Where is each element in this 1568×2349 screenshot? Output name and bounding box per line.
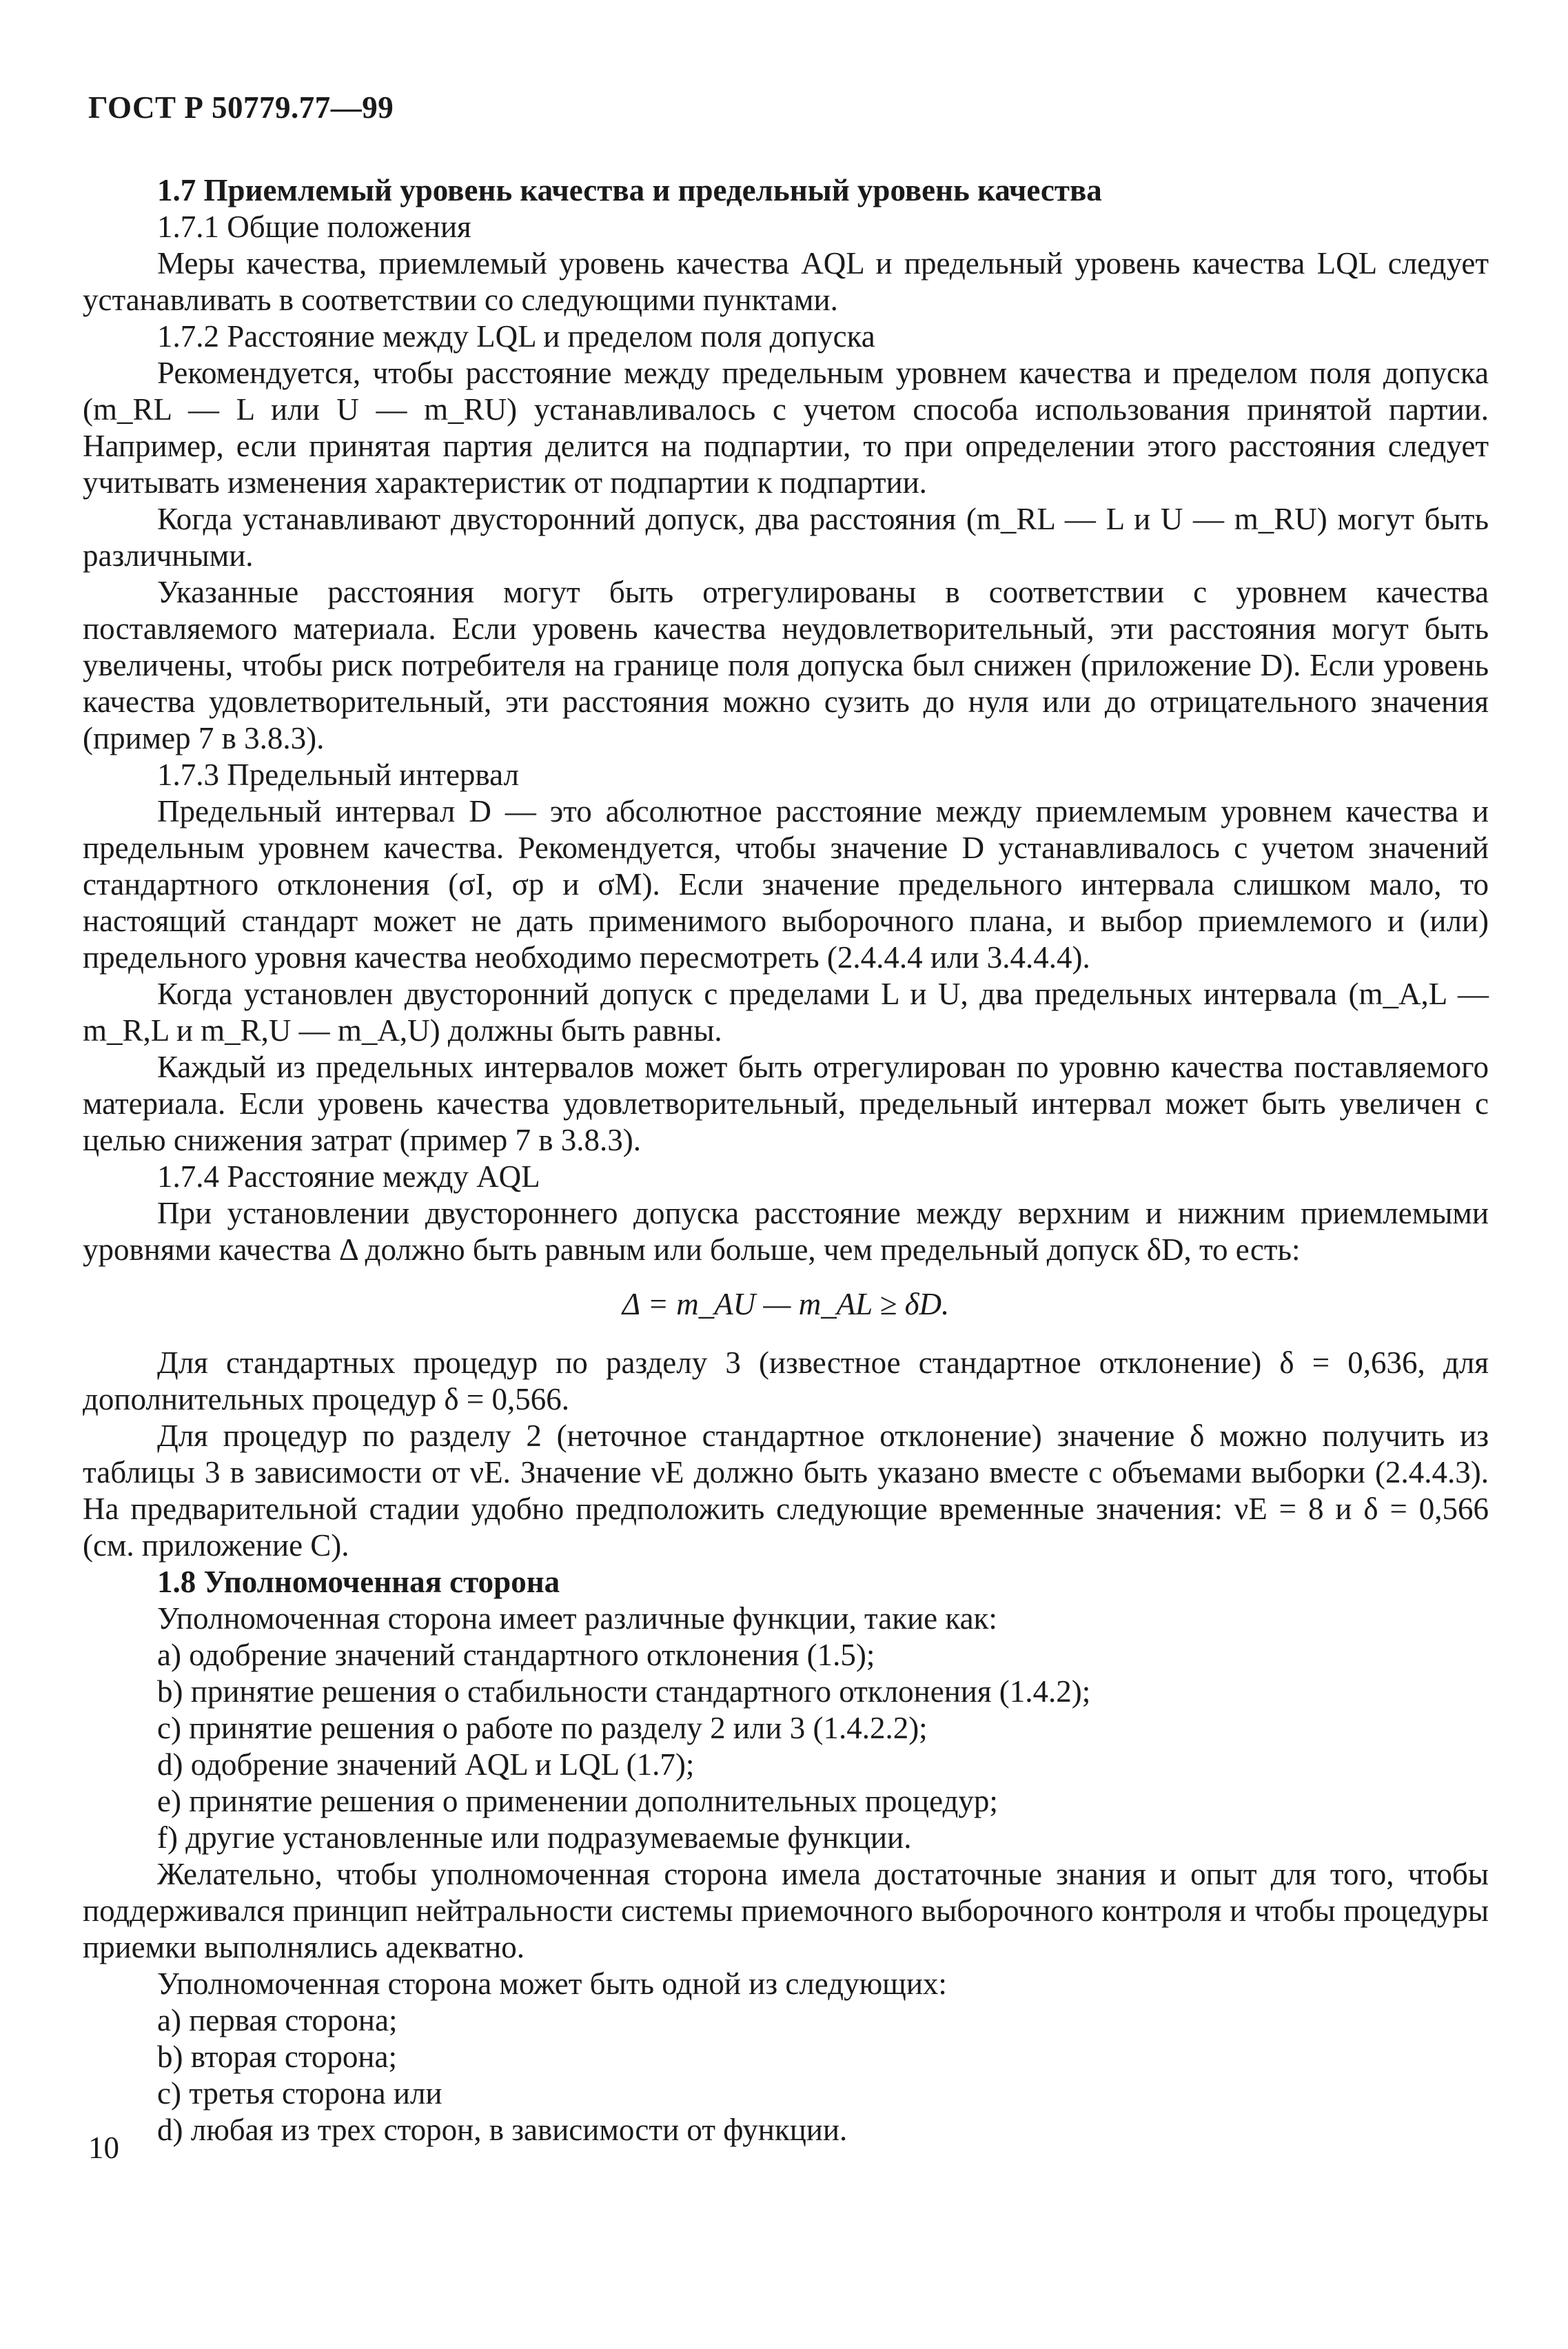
formula: Δ = m_AU — m_AL ≥ δD. <box>622 1287 950 1321</box>
paragraph: Меры качества, приемлемый уровень качества AQL и предельный уровень качества LQL следует устанавливать в соответствии со следующими пунктами. <box>83 246 1489 317</box>
paragraph: Для процедур по разделу 2 (неточное стандартное отклонение) значение δ можно получить из таблицы 3 в зависимости от νE. Значение νE должно быть указано вместе с объемами выборки (2.4.4.3). На предварительной стадии удобно предположить следующие временные значения: νE = 8 и δ = 0,566 (см. приложение C). <box>83 1418 1489 1563</box>
list-item: a) первая сторона; <box>157 2003 398 2037</box>
list-item: c) третья сторона или <box>157 2076 442 2111</box>
paragraph: Для стандартных процедур по разделу 3 (известное стандартное отклонение) δ = 0,636, для дополнительных процедур δ = 0,566. <box>83 1345 1489 1416</box>
section-heading: 1.8 Уполномоченная сторона <box>157 1565 560 1599</box>
paragraph: Уполномоченная сторона может быть одной из следующих: <box>157 1966 947 2001</box>
subsection-heading: 1.7.3 Предельный интервал <box>157 757 519 792</box>
paragraph: Уполномоченная сторона имеет различные функции, такие как: <box>157 1601 997 1636</box>
paragraph: Рекомендуется, чтобы расстояние между предельным уровнем качества и пределом поля допуска (m_RL — L или U — m_RU) устанавливалось с учетом способа использования принятой партии. Например, если принятая партия делится на подпартии, то при определении этого расстояния следует учитывать изменения характеристик от подпартии к подпартии. <box>83 356 1489 500</box>
list-item: f) другие установленные или подразумеваемые функции. <box>157 1820 912 1855</box>
list-item: c) принятие решения о работе по разделу 2 или 3 (1.4.2.2); <box>157 1711 928 1745</box>
list-item: b) вторая сторона; <box>157 2040 397 2074</box>
paragraph: Предельный интервал D — это абсолютное расстояние между приемлемым уровнем качества и предельным уровнем качества. Рекомендуется, чтобы значение D устанавливалось с учетом значений стандартного отклонения (σI, σp и σM). Если значение предельного интервала слишком мало, то настоящий стандарт может не дать применимого выборочного плана, и выбор приемлемого и (или) предельного уровня качества необходимо пересмотреть (2.4.4.4 или 3.4.4.4). <box>83 794 1489 975</box>
subsection-heading: 1.7.1 Общие положения <box>157 210 471 244</box>
list-item: d) любая из трех сторон, в зависимости от функции. <box>157 2113 848 2147</box>
document-code: ГОСТ Р 50779.77—99 <box>88 90 394 125</box>
paragraph: Каждый из предельных интервалов может быть отрегулирован по уровню качества поставляемого материала. Если уровень качества удовлетворительный, предельный интервал может быть увеличен с целью снижения затрат (пример 7 в 3.8.3). <box>83 1050 1489 1157</box>
page-number: 10 <box>88 2131 119 2165</box>
paragraph: Указанные расстояния могут быть отрегулированы в соответствии с уровнем качества поставляемого материала. Если уровень качества неудовлетворительный, эти расстояния могут быть увеличены, чтобы риск потребителя на границе поля допуска был снижен (приложение D). Если уровень качества удовлетворительный, эти расстояния можно сузить до нуля или до отрицательного значения (пример 7 в 3.8.3). <box>83 575 1489 755</box>
section-heading: 1.7 Приемлемый уровень качества и предельный уровень качества <box>157 173 1102 207</box>
list-item: e) принятие решения о применении дополнительных процедур; <box>157 1784 998 1818</box>
list-item: b) принятие решения о стабильности стандартного отклонения (1.4.2); <box>157 1674 1091 1709</box>
subsection-heading: 1.7.2 Расстояние между LQL и пределом поля допуска <box>157 319 875 354</box>
paragraph: Когда установлен двусторонний допуск с пределами L и U, два предельных интервала (m_A,L — m_R,L и m_R,U — m_A,U) должны быть равны. <box>83 977 1489 1048</box>
subsection-heading: 1.7.4 Расстояние между AQL <box>157 1159 540 1194</box>
paragraph: Желательно, чтобы уполномоченная сторона имела достаточные знания и опыт для того, чтобы поддерживался принцип нейтральности системы приемочного выборочного контроля и чтобы процедуры приемки выполнялись адекватно. <box>83 1857 1489 1964</box>
list-item: d) одобрение значений AQL и LQL (1.7); <box>157 1747 695 1782</box>
paragraph: Когда устанавливают двусторонний допуск, два расстояния (m_RL — L и U — m_RU) могут быть различными. <box>83 502 1489 573</box>
list-item: a) одобрение значений стандартного отклонения (1.5); <box>157 1638 875 1672</box>
paragraph: При установлении двустороннего допуска расстояние между верхним и нижним приемлемыми уровнями качества Δ должно быть равным или больше, чем предельный допуск δD, то есть: <box>83 1196 1489 1267</box>
document-body <box>83 172 1489 2148</box>
